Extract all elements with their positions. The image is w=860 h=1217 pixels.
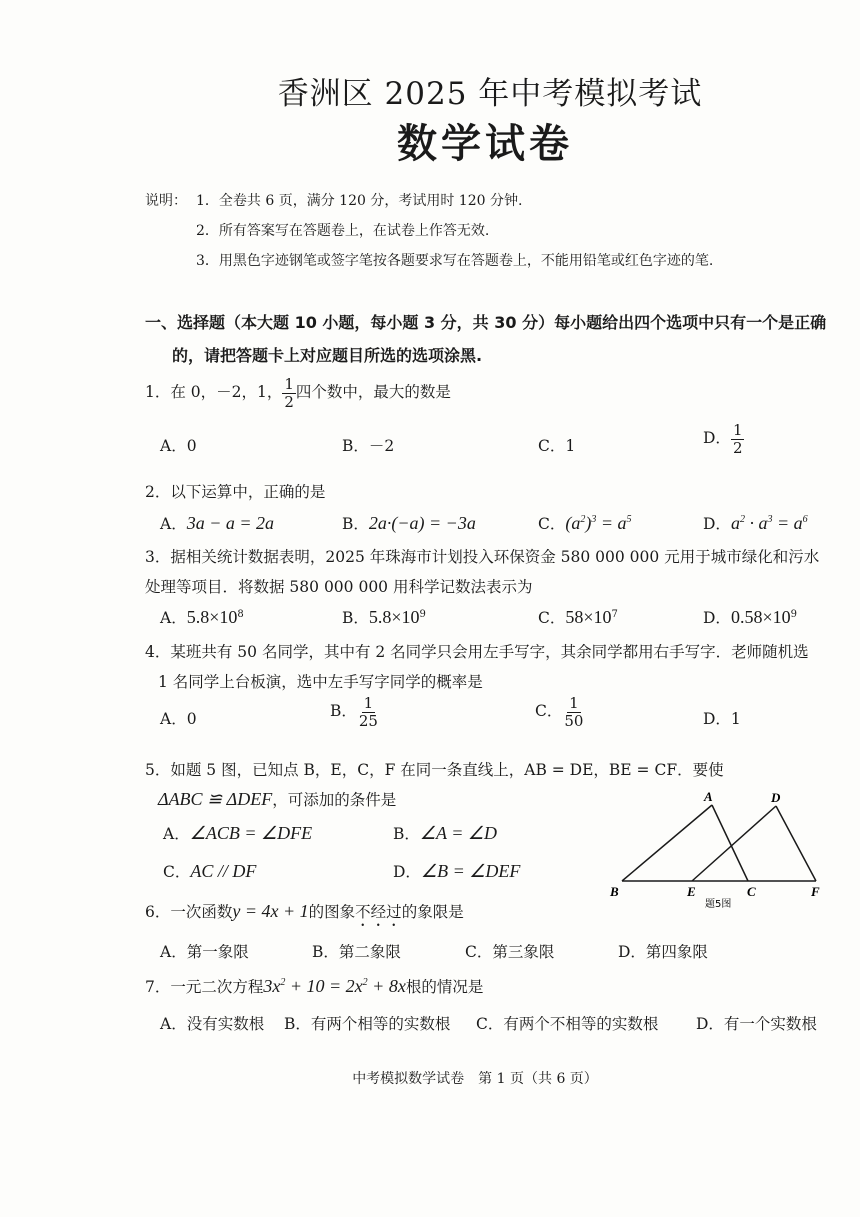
question-2-option-a: A．3a − a = 2a [160,513,274,533]
section-heading-line1: 一、选择题（本大题 10 小题，每小题 3 分，共 30 分）每小题给出四个选项中只有一个是正确 [145,313,827,332]
segment-df [776,806,816,881]
question-2-stem: 2．以下运算中，正确的是 [145,483,326,501]
question-6-option-c: C．第三象限 [465,943,555,961]
question-1-stem: 1．在 0，－2，1， $\frac{1}{2}$ 四个数中，最大的数是 [145,375,451,411]
exam-title: 香洲区 2025 年中考模拟考试 [277,76,703,112]
question-4-option-c: C． $\frac{1}{50}$ [535,694,584,730]
question-1-option-a: A．0 [160,437,197,455]
question-5-line1: 5．如题 5 图，已知点 B，E，C，F 在同一条直线上，AB = DE，BE = CF．要使 [145,761,724,779]
label-e: E [687,884,696,899]
section-heading-line2: 的，请把答题卡上对应题目所选的选项涂黑. [172,346,483,365]
question-3-option-b: B．$5.8\times 10^9$ [342,607,426,627]
question-4-option-b: B． $\frac{1}{25}$ [330,694,378,730]
label-b: B [610,884,619,899]
question-3-line2: 处理等项目．将数据 580 000 000 用科学记数法表示为 [145,578,533,596]
question-6-option-a: A．第一象限 [160,943,249,961]
page-footer: 中考模拟数学试卷 第 1 页（共 6 页） [352,1071,598,1087]
question-2-option-d: D．$a^2 \cdot a^3 = a^6$ [703,513,808,533]
segment-ac [712,805,748,881]
question-5-option-d: D．∠B = ∠DEF [393,861,521,881]
label-a: A [704,790,713,804]
label-f: F [811,884,820,899]
question-5-figure [608,790,828,915]
figure-caption: 题5图 [705,899,732,910]
question-2-option-c: C．$(a^2)^3 = a^5$ [538,513,632,533]
question-7-option-a: A．没有实数根 [160,1015,265,1033]
instruction-item-1: 1．全卷共 6 页，满分 120 分，考试用时 120 分钟. [196,193,523,209]
question-3-option-a: A．$5.8\times 10^8$ [160,607,244,627]
question-4-option-d: D．1 [703,710,741,728]
question-1-option-d: D． $\frac{1}{2}$ [703,421,743,457]
question-4-line1: 4．某班共有 50 名同学，其中有 2 名同学只会用左手写字，其余同学都用右手写字．老师随机选 [145,643,809,661]
segment-ed [692,806,776,881]
question-5-line2: ΔABC ≌ ΔDEF，可添加的条件是 [158,789,397,809]
question-4-line2: 1 名同学上台板演，选中左手写字同学的概率是 [158,673,483,691]
question-6-stem: 6．一次函数y = 4x + 1的图象不经过的象限是 [145,901,464,921]
question-3-option-c: C．$58\times 10^7$ [538,607,618,627]
question-7-option-b: B．有两个相等的实数根 [284,1015,451,1033]
label-c: C [747,884,756,899]
instruction-item-3: 3．用黑色字迹钢笔或签字笔按各题要求写在答题卷上，不能用铅笔或红色字迹的笔. [196,253,714,269]
instruction-item-2: 2．所有答案写在答题卷上，在试卷上作答无效. [196,223,490,239]
question-3-line1: 3．据相关统计数据表明，2025 年珠海市计划投入环保资金 580 000 000 元用于城市绿化和污水 [145,548,820,566]
question-2-option-b: B．2a·(−a) = −3a [342,513,476,533]
question-7-stem: 7．一元二次方程$3x^2 + 10 = 2x^2 + 8x$根的情况是 [145,976,484,996]
question-6-option-b: B．第二象限 [312,943,401,961]
segment-ab [622,805,712,881]
fraction-one-half: $\frac{1}{2}$ [284,375,294,411]
question-3-option-d: D．$0.58\times 10^9$ [703,607,797,627]
instructions-label: 说明： [145,193,187,209]
label-d: D [771,790,781,805]
question-5-option-a: A．∠ACB = ∠DFE [163,823,313,843]
question-6-option-d: D．第四象限 [618,943,708,961]
question-5-option-c: C．AC // DF [163,861,257,881]
question-5-option-b: B．∠A = ∠D [393,823,497,843]
question-7-option-c: C．有两个不相等的实数根 [476,1015,659,1033]
question-7-option-d: D．有一个实数根 [696,1015,817,1033]
exam-subtitle: 数学试卷 [397,120,573,167]
question-4-option-a: A．0 [160,710,197,728]
question-1-option-b: B．－2 [342,437,395,455]
question-1-option-c: C．1 [538,437,576,455]
